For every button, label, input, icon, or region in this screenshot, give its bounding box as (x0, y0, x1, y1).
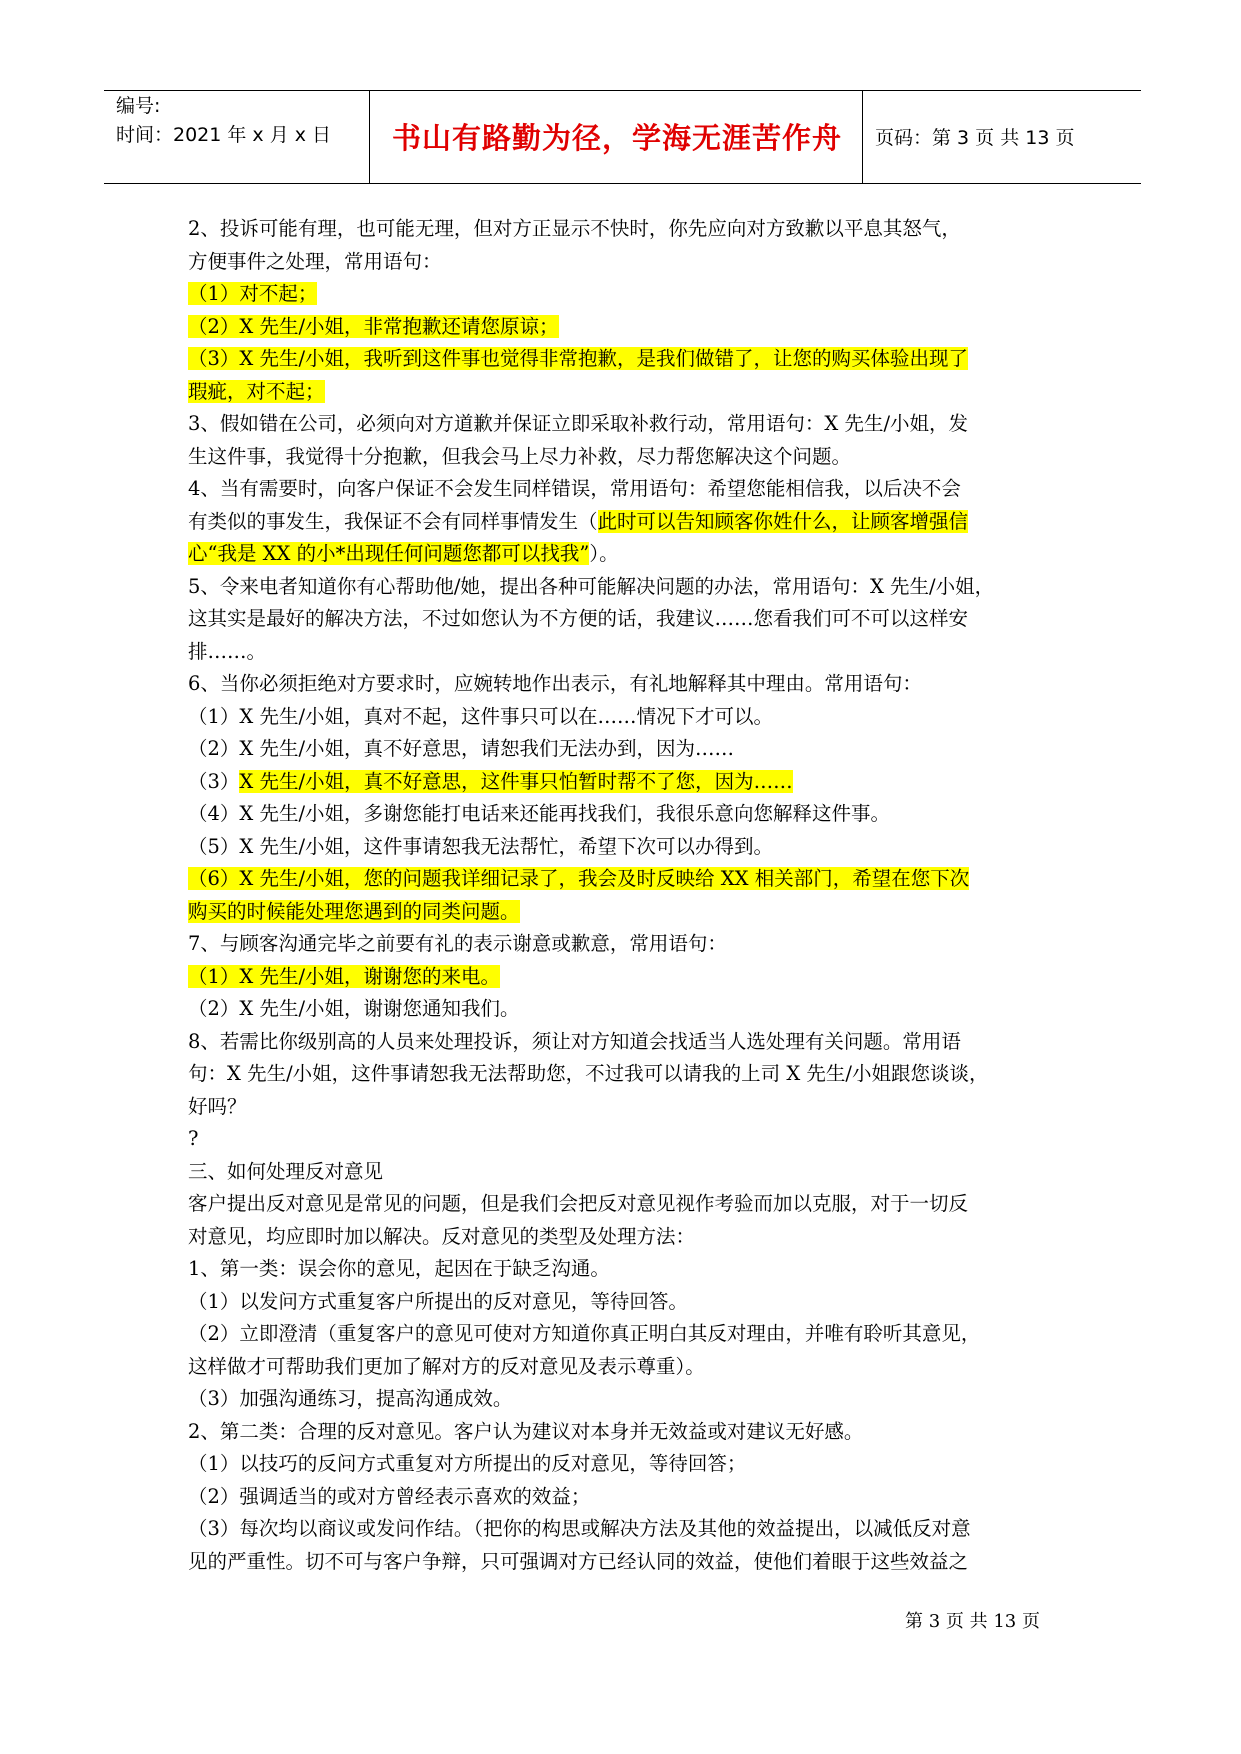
header-page-number: 页码：第 3 页 共 13 页 (875, 127, 1075, 149)
header-top-rule (104, 90, 1141, 91)
highlighted-text: （6）X 先生/小姐，您的问题我详细记录了，我会及时反映给 XX 相关部门，希望在您下次 (188, 867, 970, 890)
header-divider-right (862, 90, 863, 184)
text-line (188, 538, 1068, 571)
text-line: （1）X 先生/小姐，真对不起，这件事只可以在……情况下才可以。 (188, 704, 774, 728)
text-line: （5）X 先生/小姐，这件事请恕我无法帮忙，希望下次可以办得到。 (188, 834, 774, 858)
text-line (188, 506, 1068, 539)
text-segment: ）。 (589, 542, 619, 565)
highlighted-text: 购买的时候能处理您遇到的同类问题。 (188, 899, 520, 923)
text-line: （4）X 先生/小姐，多谢您能打电话来还能再找我们，我很乐意向您解释这件事。 (188, 802, 891, 825)
footer-page-number: 第 3 页 共 13 页 (905, 1611, 1040, 1632)
text-line (188, 311, 1068, 344)
section-heading: 三、如何处理反对意见 (188, 1159, 384, 1183)
text-line: （2）X 先生/小姐，真不好意思，请恕我们无法办到，因为…… (188, 737, 735, 760)
text-line: （3）每次均以商议或发问作结。（把你的构思或解决方法及其他的效益提出，以减低反对意 (188, 1517, 971, 1540)
text-line: 5、令来电者知道你有心帮助他/她，提出各种可能解决问题的办法，常用语句：X 先生/小姐， (188, 574, 995, 598)
text-line: 6、当你必须拒绝对方要求时，应婉转地作出表示，有礼地解释其中理由。常用语句： (188, 672, 922, 695)
text-line: 3、假如错在公司，必须向对方道歉并保证立即采取补救行动，常用语句：X 先生/小姐，发 (188, 412, 969, 435)
text-line (188, 896, 1068, 929)
header-meta (116, 92, 331, 150)
text-line: 这其实是最好的解决方法，不过如您认为不方便的话，我建议……您看我们可不可以这样安 (188, 607, 969, 630)
text-line: 2、第二类：合理的反对意见。客户认为建议对本身并无效益或对建议无好感。 (188, 1419, 864, 1443)
text-line: （2）强调适当的或对方曾经表示喜欢的效益； (188, 1484, 591, 1508)
header-bottom-rule (104, 183, 1141, 184)
header-motto: 书山有路勤为径，学海无涯苦作舟 (391, 121, 842, 155)
text-line (188, 343, 1068, 376)
text-line: ? (188, 1127, 199, 1150)
highlighted-text: （2）X 先生/小姐，非常抱歉还请您原谅； (188, 314, 559, 338)
text-line: （2）X 先生/小姐，谢谢您通知我们。 (188, 997, 520, 1020)
text-line: 排……。 (188, 639, 267, 663)
highlighted-text: 此时可以告知顾客你姓什么，让顾客增强信 (597, 509, 969, 533)
text-line: （3）加强沟通练习，提高沟通成效。 (188, 1387, 513, 1410)
text-line: 1、第一类：误会你的意见，起因在于缺乏沟通。 (188, 1257, 610, 1280)
text-line (188, 766, 1068, 799)
header-divider-left (369, 90, 370, 184)
text-line: 7、与顾客沟通完毕之前要有礼的表示谢意或歉意，常用语句： (188, 932, 727, 955)
text-line: 生这件事，我觉得十分抱歉，但我会马上尽力补救，尽力帮您解决这个问题。 (188, 444, 852, 468)
highlighted-text: 瑕疵，对不起； (188, 379, 325, 403)
text-line: 8、若需比你级别高的人员来处理投诉，须让对方知道会找适当人选处理有关问题。常用语 (188, 1029, 961, 1053)
text-line (188, 961, 1068, 994)
highlighted-text: （3）X 先生/小姐，我听到这件事也觉得非常抱歉，是我们做错了，让您的购买体验出现了 (188, 347, 969, 370)
text-line: （2）立即澄清（重复客户的意见可使对方知道你真正明白其反对理由，并唯有聆听其意见， (188, 1322, 981, 1345)
text-line: （1）以技巧的反问方式重复对方所提出的反对意见，等待回答； (188, 1452, 747, 1475)
text-line (188, 278, 1068, 311)
text-line: 见的严重性。切不可与客户争辩，只可强调对方已经认同的效益，使他们着眼于这些效益之 (188, 1549, 969, 1573)
text-line (188, 376, 1068, 409)
serial-label: 编号: (116, 95, 161, 117)
highlighted-text: （1）对不起； (188, 282, 318, 305)
time-text: 时间：2021 年 x 月 x 日 (116, 124, 332, 146)
highlighted-text: （1）X 先生/小姐，谢谢您的来电。 (188, 964, 501, 988)
text-line: 对意见，均应即时加以解决。反对意见的类型及处理方法： (188, 1224, 696, 1248)
text-line: 这样做才可帮助我们更加了解对方的反对意见及表示尊重）。 (188, 1354, 705, 1378)
text-segment: （3） (188, 769, 240, 793)
highlighted-text: X 先生/小姐，真不好意思，这件事只怕暂时帮不了您，因为…… (239, 769, 793, 793)
text-line: 客户提出反对意见是常见的问题，但是我们会把反对意见视作考验而加以克服，对于一切反 (188, 1192, 969, 1215)
text-line: 方便事件之处理，常用语句： (188, 249, 442, 273)
text-line (188, 863, 1068, 896)
text-line: 好吗？ (188, 1094, 247, 1118)
text-line: 2、投诉可能有理，也可能无理，但对方正显示不快时，你先应向对方致歉以平息其怒气， (188, 217, 961, 240)
text-segment: 有类似的事发生，我保证不会有同样事情发生（ (188, 509, 598, 533)
text-line: 4、当有需要时，向客户保证不会发生同样错误，常用语句：希望您能相信我，以后决不会 (188, 477, 961, 500)
text-line: （1）以发问方式重复客户所提出的反对意见，等待回答。 (188, 1289, 688, 1313)
document-body (188, 213, 1068, 1578)
highlighted-text: 心“我是 XX 的小*出现任何问题您都可以找我” (188, 542, 590, 565)
text-line: 句：X 先生/小姐，这件事请恕我无法帮助您，不过我可以请我的上司 X 先生/小姐跟您谈谈， (188, 1062, 989, 1085)
